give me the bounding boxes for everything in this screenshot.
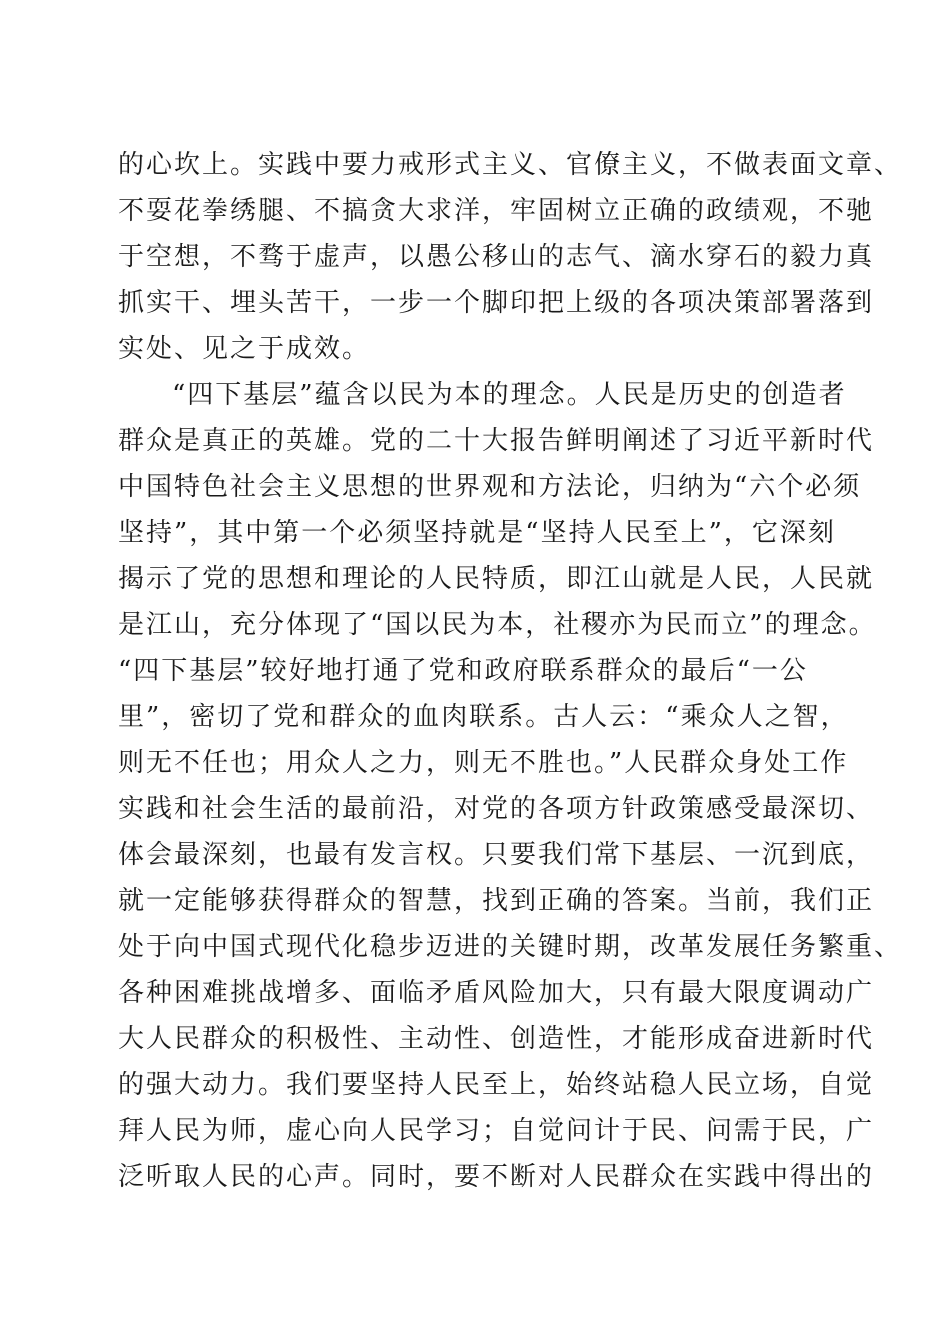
text-line: 揭示了党的思想和理论的人民特质，即江山就是人民，人民就 bbox=[118, 564, 875, 594]
text-line: 处于向中国式现代化稳步迈进的关键时期，改革发展任务繁重、 bbox=[118, 932, 903, 962]
text-line: 不耍花拳绣腿、不搞贪大求洋，牢固树立正确的政绩观，不驰 bbox=[118, 196, 875, 226]
text-line: 体会最深刻，也最有发言权。只要我们常下基层、一沉到底， bbox=[118, 840, 875, 870]
text-line: 的心坎上。实践中要力戒形式主义、官僚主义，不做表面文章、 bbox=[118, 150, 903, 180]
text-line: “四下基层”较好地打通了党和政府联系群众的最后“一公 bbox=[118, 656, 808, 686]
text-line: 抓实干、埋头苦干，一步一个脚印把上级的各项决策部署落到 bbox=[118, 288, 875, 318]
text-line: 中国特色社会主义思想的世界观和方法论，归纳为“六个必须 bbox=[118, 472, 862, 502]
text-line: 各种困难挑战增多、面临矛盾风险加大，只有最大限度调动广 bbox=[118, 978, 875, 1008]
text-line: 就一定能够获得群众的智慧，找到正确的答案。当前，我们正 bbox=[118, 886, 875, 916]
body-text bbox=[118, 142, 903, 1200]
text-line: 是江山，充分体现了“国以民为本，社稷亦为民而立”的理念。 bbox=[118, 610, 877, 640]
text-line: 群众是真正的英雄。党的二十大报告鲜明阐述了习近平新时代 bbox=[118, 426, 875, 456]
text-line: 则无不任也；用众人之力，则无不胜也。”人民群众身处工作 bbox=[118, 748, 849, 778]
text-line: 泛听取人民的心声。同时，要不断对人民群众在实践中得出的 bbox=[118, 1162, 875, 1192]
text-line: 的强大动力。我们要坚持人民至上，始终站稳人民立场，自觉 bbox=[118, 1070, 875, 1100]
text-line: 实践和社会生活的最前沿，对党的各项方针政策感受最深切、 bbox=[118, 794, 875, 824]
text-line: 大人民群众的积极性、主动性、创造性，才能形成奋进新时代 bbox=[118, 1024, 875, 1054]
text-line: 拜人民为师，虚心向人民学习；自觉问计于民、问需于民，广 bbox=[118, 1116, 875, 1146]
paragraph-first-line: “四下基层”蕴含以民为本的理念。人民是历史的创造者 bbox=[172, 380, 847, 410]
text-line: 坚持”，其中第一个必须坚持就是“坚持人民至上”，它深刻 bbox=[118, 518, 836, 548]
text-line: 于空想，不骛于虚声，以愚公移山的志气、滴水穿石的毅力真 bbox=[118, 242, 875, 272]
text-line: 里”，密切了党和群众的血肉联系。古人云：“乘众人之智， bbox=[118, 702, 849, 732]
text-line: 实处、见之于成效。 bbox=[118, 334, 371, 364]
